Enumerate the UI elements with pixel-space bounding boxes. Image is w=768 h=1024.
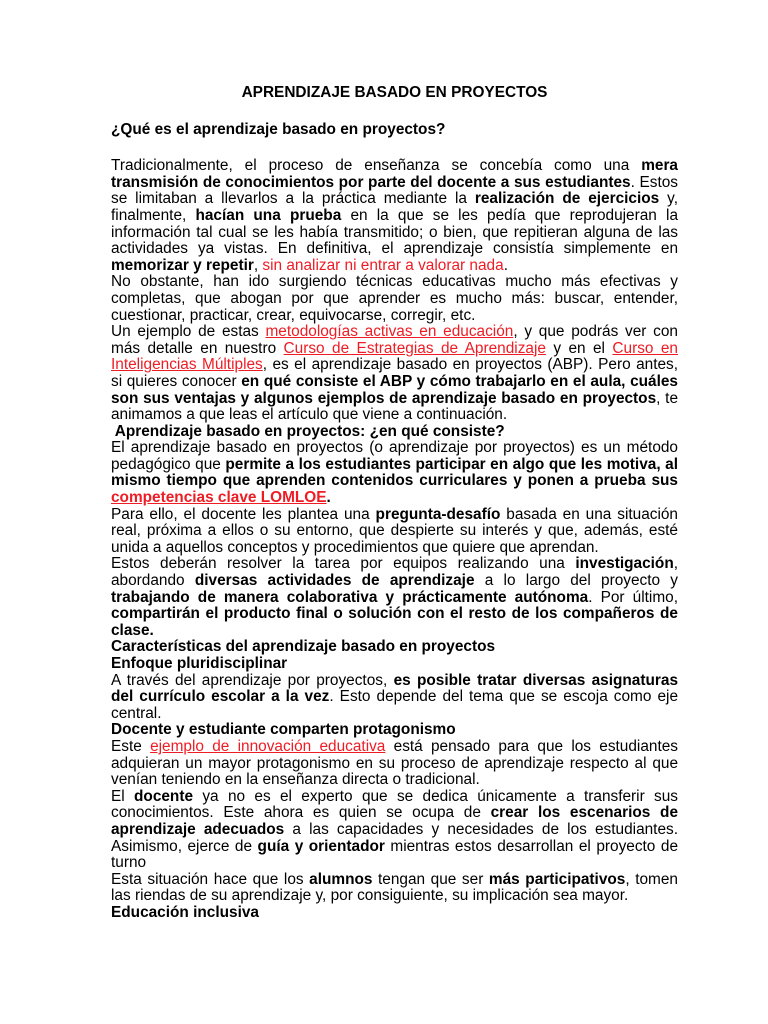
paragraph-multidisciplinary: A través del aprendizaje por proyectos, es posible tratar diversas asignaturas del currículo escolar a la vez. Esto depende del tema que se escoja como eje central. [111, 671, 679, 722]
paragraph-innovation: Este ejemplo de innovación educativa está pensado para que los estudiantes adquieran un mayor protagonismo en su proceso de aprendizaje respecto al que venían teniendo en la enseñanza directa o tradicional. [111, 737, 678, 789]
paragraph-example: Un ejemplo de estas metodologías activas en educación, y que podrás ver con más detalle en nuestro Curso de Estrategias de Aprendizaje y en el Curso en Inteligencias Múltiples, es el aprendizaje basado en proyectos (ABP). Pero antes, si quieres conocer en qué consiste el ABP y cómo trabajarlo en el aula, cuáles son sus ventajas y algunos ejemplos de aprendizaje basado en proyectos, te animamos a que leas el artículo que viene a continuación. [111, 323, 679, 424]
bold-phrase: alumnos [309, 870, 373, 888]
bold-phrase: crear los escenarios de aprendizaje adecuados [111, 804, 678, 838]
bold-phrase: hacían una prueba [195, 206, 342, 224]
link-active-methodologies[interactable]: metodologías activas en educación [265, 323, 514, 341]
link-multiple-intelligences-course[interactable]: Curso en Inteligencias Múltiples [111, 339, 678, 374]
paragraph-techniques: No obstante, han ido surgiendo técnicas educativas mucho más efectivas y completas, que abogan por que aprender es mucho más: buscar, entender, cuestionar, practicar, crear, equivocarse, corregir, etc. [111, 273, 678, 324]
bold-phrase: mera transmisión de conocimientos por parte del docente a sus estudiantes [111, 157, 678, 191]
link-key-competences-lomloe[interactable]: competencias clave LOMLOE [111, 489, 327, 507]
bold-phrase: más participativos [488, 870, 626, 888]
paragraph-traditional: Tradicionalmente, el proceso de enseñanza se concebía como una mera transmisión de conocimientos por parte del docente a sus estudiantes. Estos se limitaban a llevarlos a la práctica mediante la realización de ejercicios y, finalmente, hacían una prueba en la que se les pedía que reprodujeran la información tal cual se les había transmitido; o bien, que repitieran alguna de las actividades ya vistas. En definitiva, el aprendizaje consistía simplemente en memorizar y repetir, sin analizar ni entrar a valorar nada. [111, 157, 679, 274]
heading-inclusive-education: Educación inclusiva [111, 903, 259, 921]
bold-phrase: pregunta-desafío [375, 505, 501, 523]
heading-characteristics: Características del aprendizaje basado en proyectos [111, 638, 496, 656]
paragraph-students-role: Esta situación hace que los alumnos tengan que ser más participativos, tomen las riendas de su aprendizaje y, por consiguiente, su implicación sea mayor. [111, 870, 678, 905]
paragraph-definition: El aprendizaje basado en proyectos (o aprendizaje por proyectos) es un método pedagógico que permite a los estudiantes participar en algo que les motiva, al mismo tiempo que aprenden contenidos curriculares y ponen a prueba sus competencias clave LOMLOE. [111, 439, 678, 507]
bold-phrase: trabajando de manera colaborativa y prácticamente autónoma [111, 588, 589, 606]
heading-shared-protagonism: Docente y estudiante comparten protagonismo [111, 721, 456, 739]
heading-what-is-it: Aprendizaje basado en proyectos: ¿en qué consiste? [111, 422, 505, 440]
bold-phrase: docente [134, 787, 194, 805]
heading-multidisciplinary: Enfoque pluridisciplinar [111, 655, 288, 672]
paragraph-challenge-question: Para ello, el docente les plantea una pregunta-desafío basada en una situación real, próxima a ellos o su entorno, que despierte su interés y que, además, esté unida a aquellos conceptos y procedimientos que quiere que aprendan. [111, 505, 678, 556]
bold-phrase: investigación [575, 555, 674, 573]
bold-phrase: es posible tratar diversas asignaturas del currículo escolar a la vez [111, 671, 679, 706]
bold-phrase: permite a los estudiantes participar en algo que les motiva, al mismo tiempo que aprenden contenidos curriculares y ponen a prueba sus [111, 455, 678, 490]
bold-phrase: diversas actividades de aprendizaje [194, 572, 475, 590]
bold-phrase: guía y orientador [257, 837, 385, 855]
bold-phrase: compartirán el producto final o solución con el resto de los compañeros de clase. [111, 605, 678, 639]
red-highlight: sin analizar ni entrar a valorar nada [262, 256, 504, 274]
bold-phrase: memorizar y repetir [111, 256, 254, 274]
document-title: APRENDIZAJE BASADO EN PROYECTOS [241, 84, 548, 101]
paragraph-teams: Estos deberán resolver la tarea por equipos realizando una investigación, abordando diversas actividades de aprendizaje a lo largo del proyecto y trabajando de manera colaborativa y prácticamente autónoma. Por último, compartirán el producto final o solución con el resto de los compañeros de clase. [111, 555, 679, 639]
section-question: ¿Qué es el aprendizaje basado en proyectos? [111, 120, 446, 138]
paragraph-teacher-role: El docente ya no es el experto que se dedica únicamente a transferir sus conocimientos. Este ahora es quien se ocupa de crear los escenarios de aprendizaje adecuados a las capacidades y necesidades de los estudiantes. Asimismo, ejerce de guía y orientador mientras estos desarrollan el proyecto de turno [111, 787, 678, 872]
link-learning-strategies-course[interactable]: Curso de Estrategias de Aprendizaje [283, 339, 546, 357]
bold-phrase: realización de ejercicios [474, 190, 660, 208]
link-educational-innovation-example[interactable]: ejemplo de innovación educativa [150, 737, 386, 755]
bold-phrase: en qué consiste el ABP y cómo trabajarlo en el aula, cuáles son sus ventajas y algunos ejemplos de aprendizaje basado en proyectos [111, 372, 678, 407]
